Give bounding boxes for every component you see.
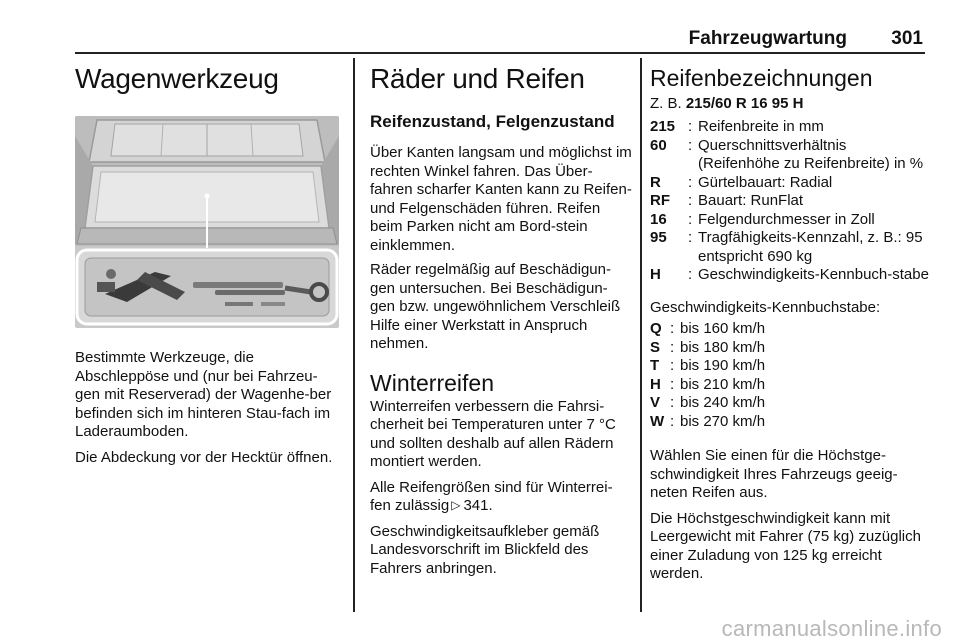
definition-row	[650, 174, 930, 193]
definition-row-separator: :	[688, 266, 693, 283]
subheading-reifenzustand: Reifenzustand, Felgenzustand	[370, 112, 615, 131]
speed-row	[650, 339, 930, 358]
definition-row	[650, 192, 930, 211]
paragraph-winterreifen: Winterreifen verbessern die Fahrsi-cherheit bei Temperaturen unter 7 °C und sollten deshalb auf allen Rädern montiert werden.	[370, 397, 616, 470]
speed-row-key: S	[650, 338, 661, 356]
definition-row	[650, 211, 930, 230]
paragraph-reifengroessen	[370, 479, 632, 516]
column-wagenwerkzeug	[75, 58, 341, 467]
page-reference-icon: ▷	[451, 498, 461, 512]
heading-wagenwerkzeug: Wagenwerkzeug	[75, 63, 279, 94]
speed-row-separator: :	[670, 338, 675, 356]
definition-row-key: R	[650, 173, 661, 191]
speed-row	[650, 413, 930, 432]
speed-row-key: W	[650, 412, 665, 430]
example-prefix: Z. B.	[650, 95, 682, 112]
speed-row-key: V	[650, 394, 661, 411]
column-reifenbezeichnungen	[650, 58, 930, 584]
speed-row-key: H	[650, 375, 661, 393]
reifengroessen-text: Alle Reifengrößen sind für Winterrei-fen zulässig	[370, 478, 613, 514]
definition-row-value: Felgendurchmesser in Zoll	[698, 210, 875, 228]
column-divider-2	[640, 58, 642, 612]
speed-row	[650, 376, 930, 395]
definition-row-value: Gürtelbauart: Radial	[698, 173, 833, 191]
definition-row-key: 215	[650, 118, 676, 135]
definition-row-separator: :	[688, 210, 693, 228]
heading-raeder-und-reifen: Räder und Reifen	[370, 63, 585, 94]
example-value: 215/60 R 16 95 H	[685, 95, 804, 112]
definition-row	[650, 229, 930, 266]
header-rule	[75, 52, 925, 54]
page-reference-link[interactable]: 341.	[463, 497, 493, 514]
cargo-floor-tools-image	[75, 116, 339, 328]
definition-row-separator: :	[688, 192, 693, 209]
page-header	[75, 28, 925, 52]
speed-index-list	[650, 320, 930, 431]
speed-row-key: Q	[650, 320, 662, 337]
speed-index-intro: Geschwindigkeits-Kennbuchstabe:	[650, 298, 881, 316]
definition-row-value: Tragfähigkeits-Kennzahl, z. B.: 95 entspricht 690 kg	[698, 229, 923, 265]
tire-code-example	[650, 95, 930, 113]
speed-row-separator: :	[670, 394, 675, 411]
caption-tools-location: Bestimmte Werkzeuge, die Abschleppöse und (nur bei Fahrzeu-gen mit Reserverad) der Wagenhe-ber befinden sich im hinteren Stau-fach im Laderaumboden.	[75, 349, 332, 440]
heading-winterreifen: Winterreifen	[370, 369, 494, 396]
speed-row	[650, 357, 930, 376]
definition-row	[650, 266, 930, 285]
definition-row-value: Reifenbreite in mm	[698, 118, 824, 135]
definition-row-separator: :	[688, 229, 693, 246]
definition-row-key: 60	[650, 136, 667, 154]
definition-row	[650, 118, 930, 137]
watermark: carmanualsonline.info	[721, 616, 942, 641]
column-divider-1	[353, 58, 355, 612]
speed-row-separator: :	[670, 412, 675, 430]
definition-row-value: Geschwindigkeits-Kennbuch-stabe	[698, 266, 929, 283]
definition-row-key: H	[650, 266, 661, 283]
speed-row-value: bis 180 km/h	[680, 338, 766, 356]
speed-row-separator: :	[670, 357, 675, 374]
definition-row-separator: :	[688, 118, 693, 135]
section-title: Fahrzeugwartung	[688, 28, 847, 49]
tire-code-definitions	[650, 118, 930, 285]
column-raeder-reifen	[370, 58, 632, 578]
speed-row-separator: :	[670, 320, 675, 337]
paragraph-beschaedigungen: Räder regelmäßig auf Beschädigun-gen untersuchen. Bei Beschädigun-gen bzw. ungewöhnlichem Verschleiß Hilfe einer Werkstatt in Anspruch nehmen.	[370, 261, 621, 352]
definition-row-separator: :	[688, 173, 693, 191]
paragraph-choose-tire: Wählen Sie einen für die Höchstge-schwindigkeit Ihres Fahrzeugs geeig-neten Reifen aus.	[650, 447, 898, 501]
definition-row-key: 95	[650, 229, 667, 246]
speed-row-value: bis 270 km/h	[680, 412, 766, 430]
definition-row-value: Bauart: RunFlat	[698, 192, 804, 209]
caption-open-cover: Die Abdeckung vor der Hecktür öffnen.	[75, 448, 333, 466]
page-number: 301	[891, 28, 923, 49]
definition-row-key: 16	[650, 210, 667, 228]
paragraph-kanten: Über Kanten langsam und möglichst im rechten Winkel fahren. Das Über-fahren scharfer Kanten kann zu Reifen- und Felgenschäden führen. Reifen beim Parken nicht am Bord-stein einklemmen.	[370, 144, 632, 254]
tool-kit-illustration	[75, 116, 339, 328]
speed-row-value: bis 190 km/h	[680, 357, 766, 374]
speed-row-value: bis 210 km/h	[680, 375, 766, 393]
definition-row	[650, 137, 930, 174]
speed-row	[650, 394, 930, 413]
speed-row-value: bis 160 km/h	[680, 320, 766, 337]
definition-row-value: Querschnittsverhältnis (Reifenhöhe zu Reifenbreite) in %	[698, 136, 924, 172]
speed-row-key: T	[650, 357, 660, 374]
speed-row-separator: :	[670, 375, 675, 393]
heading-reifenbezeichnungen: Reifenbezeichnungen	[650, 65, 873, 91]
definition-row-key: RF	[650, 192, 670, 209]
paragraph-geschwindigkeitsaufkleber: Geschwindigkeitsaufkleber gemäß Landesvorschrift im Blickfeld des Fahrers anbringen.	[370, 522, 600, 577]
paragraph-max-speed: Die Höchstgeschwindigkeit kann mit Leergewicht mit Fahrer (75 kg) zuzüglich einer Zuladung von 125 kg erreicht werden.	[650, 509, 921, 582]
speed-row-value: bis 240 km/h	[680, 394, 766, 411]
definition-row-separator: :	[688, 136, 693, 154]
speed-row	[650, 320, 930, 339]
